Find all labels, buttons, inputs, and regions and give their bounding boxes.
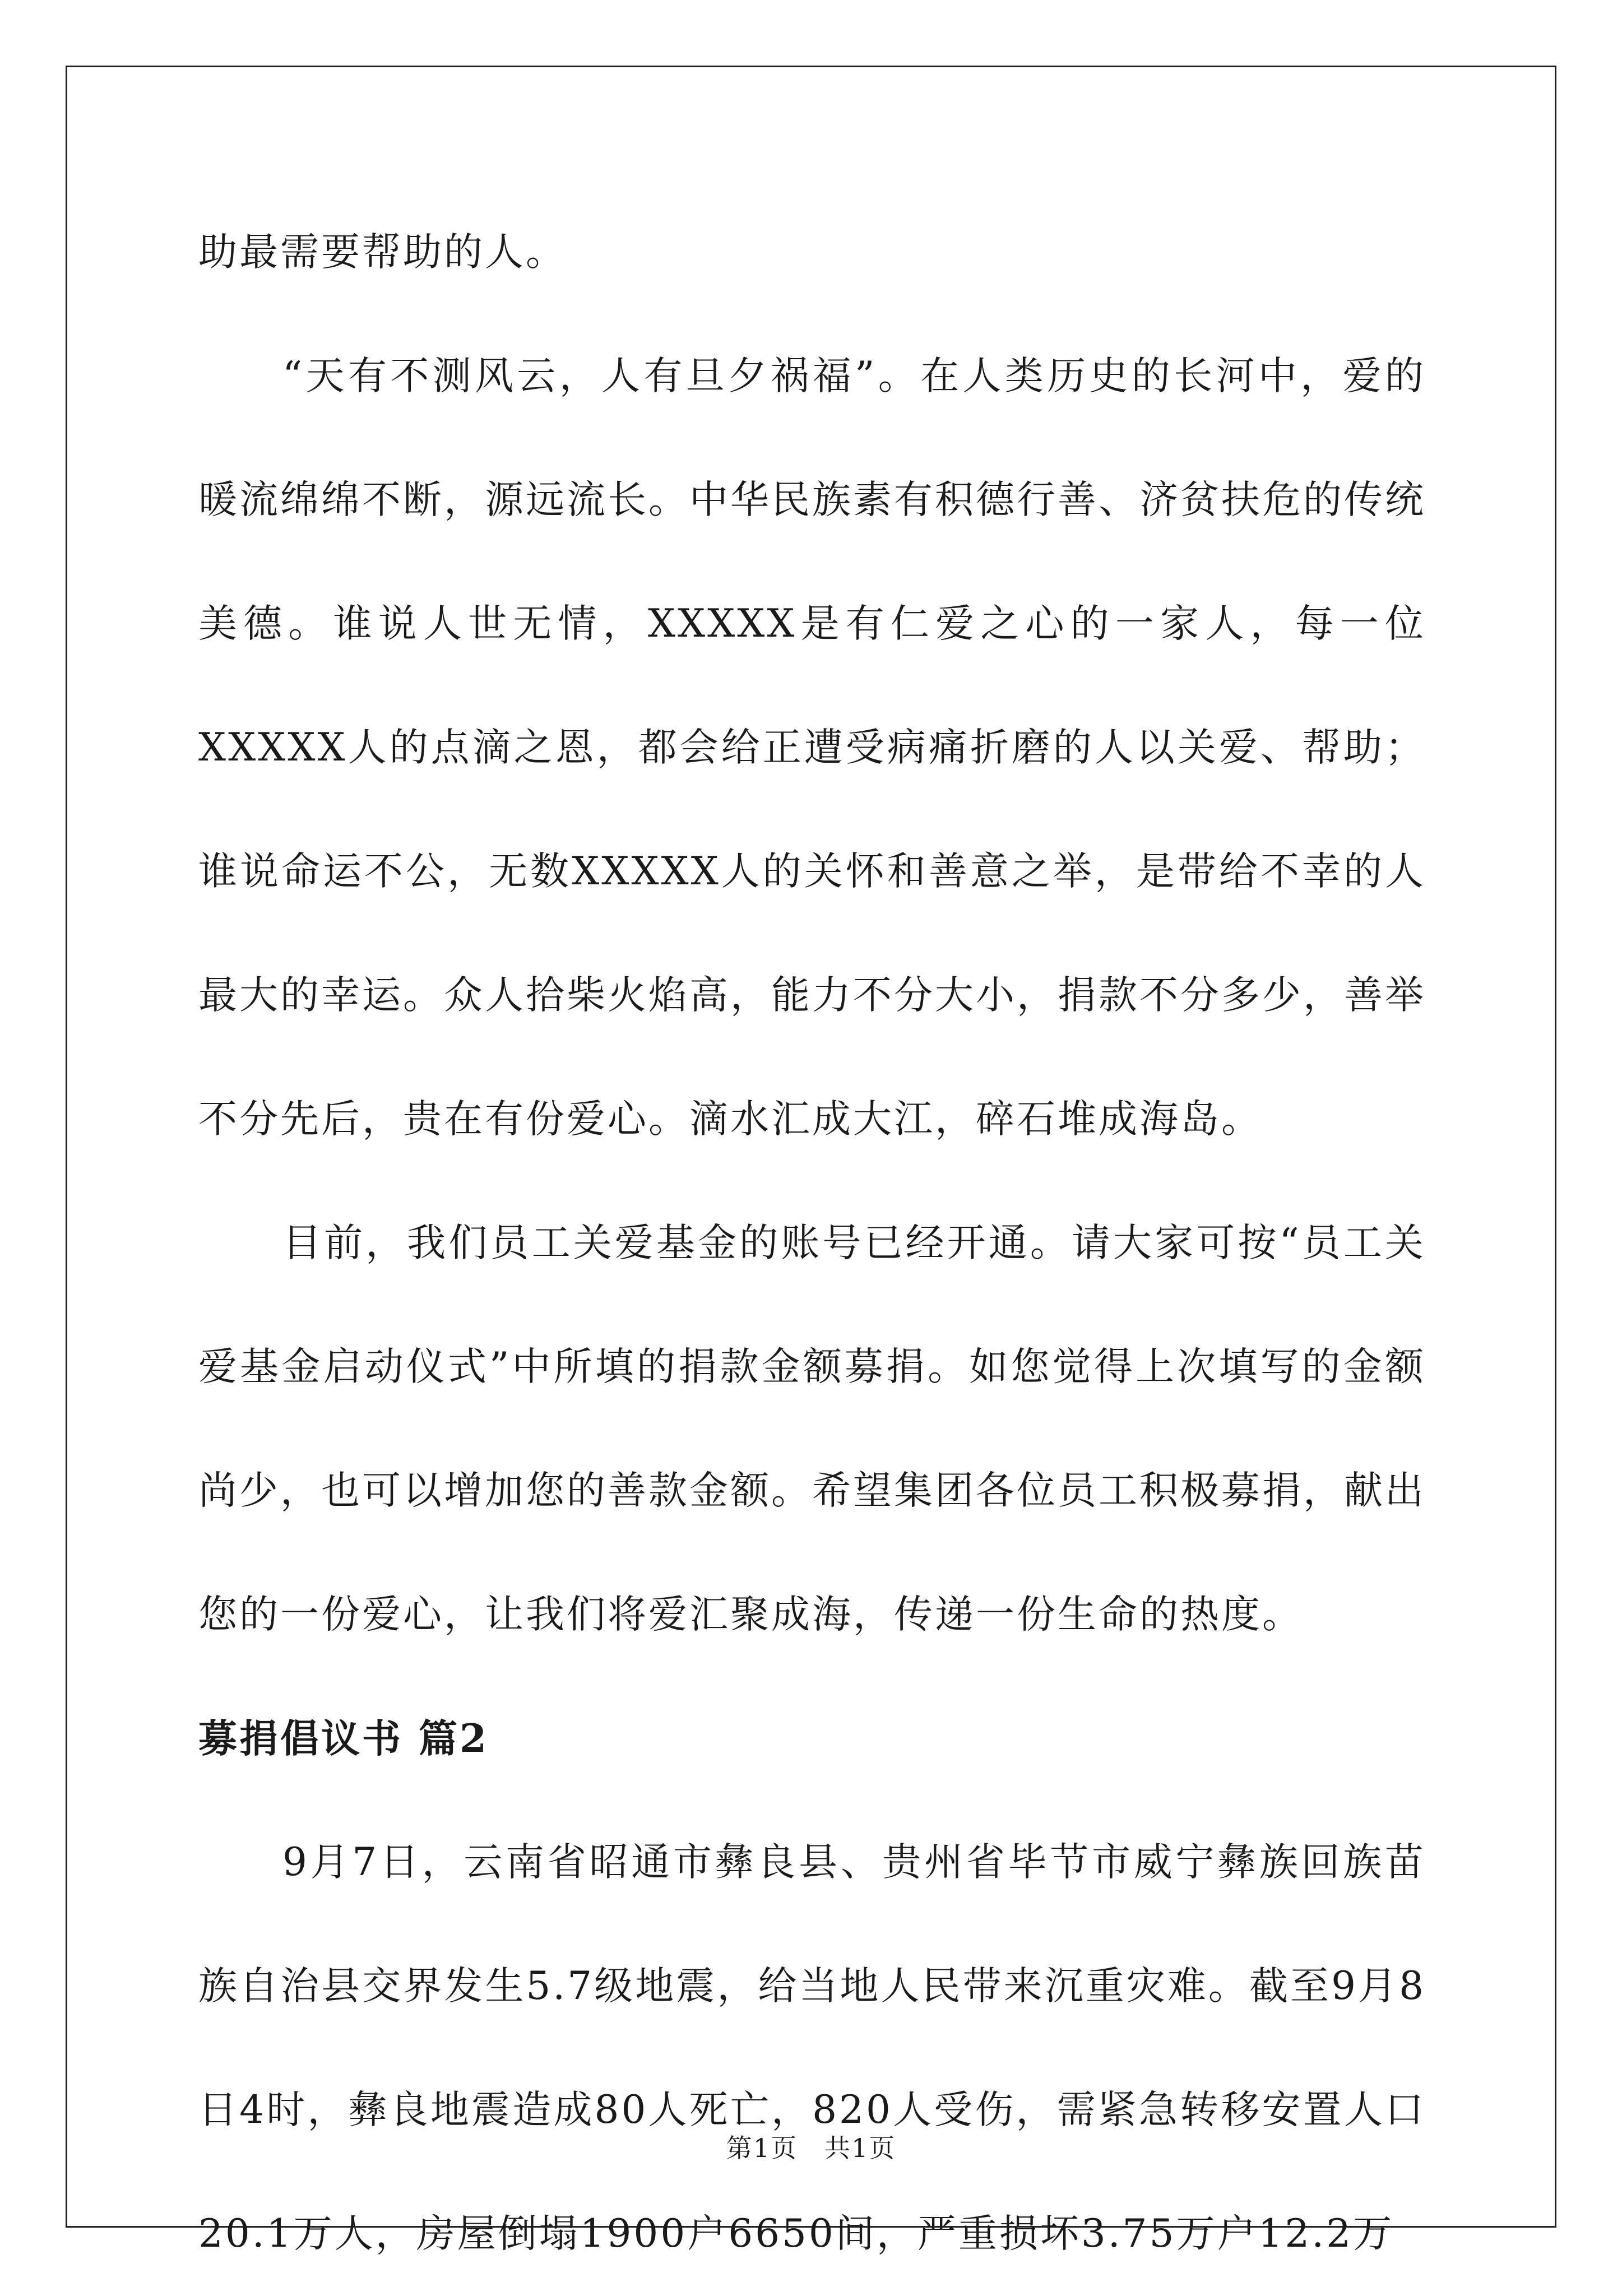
page-number-footer: 第1页 共1页 [726, 2133, 896, 2163]
document-body [198, 191, 1426, 2296]
paragraph-proverb: “天有不测风云，人有旦夕祸福”。在人类历史的长河中，爱的暖流绵绵不断，源远流长。中华民族素有积德行善、济贫扶危的传统美德。谁说人世无情，XXXXX是有仁爱之心的一家人，每一位XXXXX人的点滴之恩，都会给正遭受病痛折磨的人以关爱、帮助；谁说命运不公，无数XXXXX人的关怀和善意之举，是带给不幸的人最大的幸运。众人拾柴火焰高，能力不分大小，捐款不分多少，善举不分先后，贵在有份爱心。滴水汇成大江，碎石堆成海岛。 [198, 354, 1426, 1142]
paragraph-donation-account: 目前，我们员工关爱基金的账号已经开通。请大家可按“员工关爱基金启动仪式”中所填的捐款金额募捐。如您觉得上次填写的金额尚少，也可以增加您的善款金额。希望集团各位员工积极募捐，献出您的一份爱心，让我们将爱汇聚成海，传递一份生命的热度。 [198, 1221, 1426, 1637]
paragraph-continuation: 助最需要帮助的人。 [198, 230, 567, 275]
section-heading: 募捐倡议书 篇2 [198, 1716, 489, 1761]
paragraph-earthquake: 9月7日，云南省昭通市彝良县、贵州省毕节市威宁彝族回族苗族自治县交界发生5.7级地震，给当地人民带来沉重灾难。截至9月8日4时，彝良地震造成80人死亡，820人受伤，需紧急转移安置人口20.1万人，房屋倒塌1900户6650间，严重损坏3.75万户12.2万 [198, 1840, 1426, 2256]
